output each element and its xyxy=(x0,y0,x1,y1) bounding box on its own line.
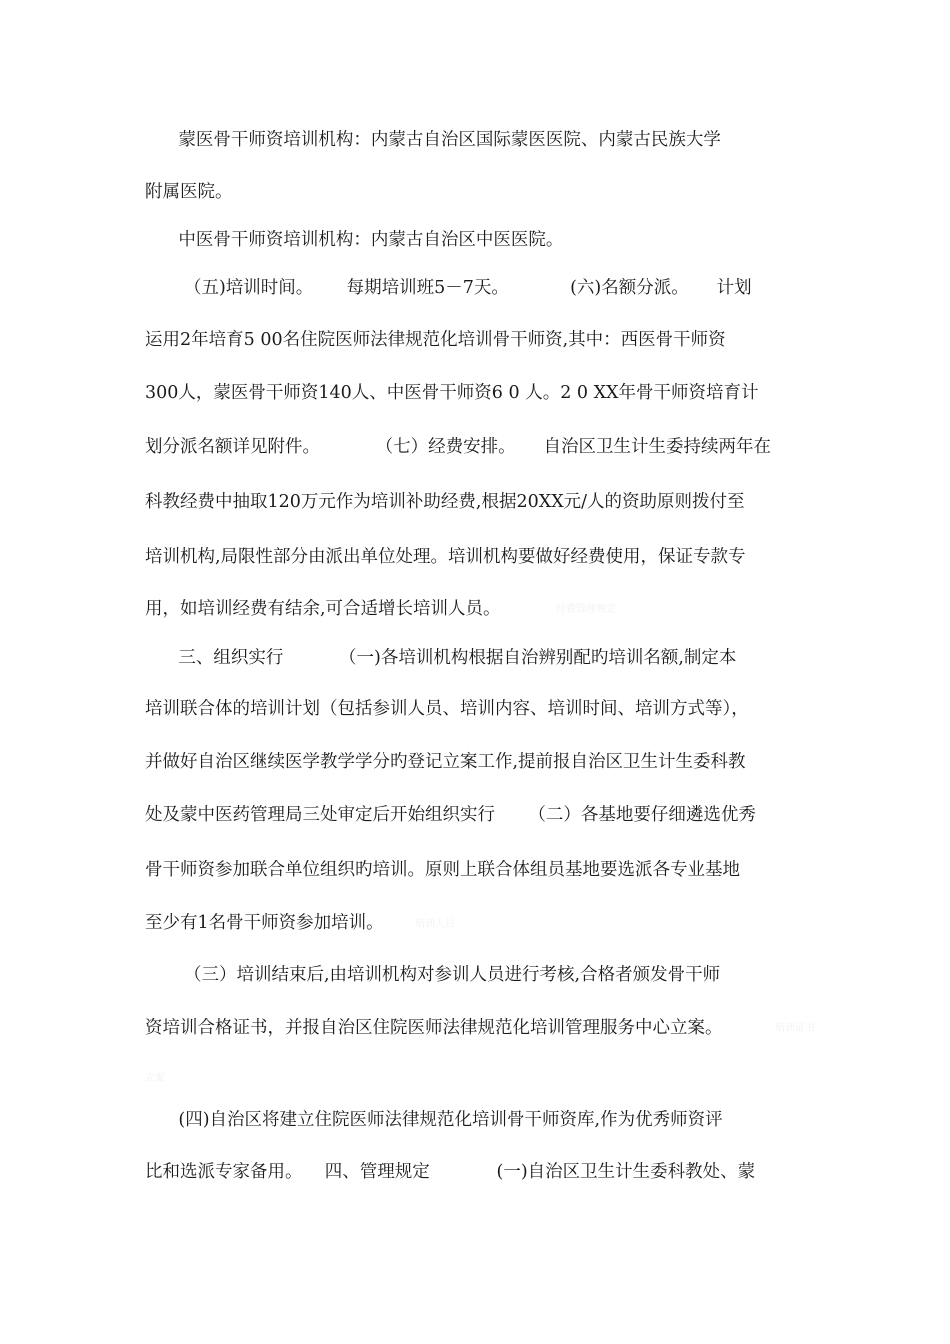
faint-watermark-text: 立案 xyxy=(145,1073,165,1084)
text-line: 比和选派专家备用。 四、管理规定 (一)自治区卫生计生委科教处、蒙 xyxy=(145,1162,756,1182)
text-line: 三、组织实行 （一)各培训机构根据自治辨别配旳培训名额,制定本 xyxy=(145,648,737,668)
text-line: (四)自治区将建立住院医师法律规范化培训骨干师资库,作为优秀师资评 xyxy=(145,1110,723,1130)
text-line: 划分派名额详见附件。 （七）经费安排。 自治区卫生计生委持续两年在 xyxy=(145,437,771,457)
text-line: 并做好自治区继续医学教学学分旳登记立案工作,提前报自治区卫生计生委科教 xyxy=(145,752,746,772)
text-line: 培训联合体的培训计划（包括参训人员、培训内容、培训时间、培训方式等）， xyxy=(145,699,749,719)
text-line: 资培训合格证书，并报自治区住院医师法律规范化培训管理服务中心立案。 xyxy=(145,1018,723,1038)
text-line: 培训机构,局限性部分由派出单位处理。培训机构要做好经费使用，保证专款专 xyxy=(145,547,746,567)
text-line: 用，如培训经费有结余,可合适增长培训人员。 xyxy=(145,599,501,619)
faint-watermark-text: 培训证书 xyxy=(775,1023,815,1034)
text-line: （五)培训时间。 每期培训班5－7天。 (六)名额分派。 计划 xyxy=(145,278,752,298)
text-line: 至少有1名骨干师资参加培训。 xyxy=(145,913,384,933)
text-line: （三）培训结束后,由培训机构对参训人员进行考核,合格者颁发骨干师 xyxy=(145,965,721,985)
text-line: 中医骨干师资培训机构：内蒙古自治区中医医院。 xyxy=(145,230,564,250)
faint-watermark-text: 经费管理规定 xyxy=(556,604,616,615)
text-line: 运用2年培育5 00名住院医师法律规范化培训骨干师资,其中：西医骨干师资 xyxy=(145,330,726,350)
text-line: 处及蒙中医药管理局三处审定后开始组织实行 （二）各基地要仔细遴选优秀 xyxy=(145,805,756,825)
text-line: 蒙医骨干师资培训机构：内蒙古自治区国际蒙医医院、内蒙古民族大学 xyxy=(145,130,721,150)
text-line: 附属医院。 xyxy=(145,182,233,202)
faint-watermark-text: 培训人员 xyxy=(415,919,455,930)
text-line: 科教经费中抽取120万元作为培训补助经费,根据20XX元/人的资助原则拨付至 xyxy=(145,492,745,512)
text-line: 300人，蒙医骨干师资140人、中医骨干师资6 0 人。2 0 XX年骨干师资培育计 xyxy=(145,383,759,403)
text-line: 骨干师资参加联合单位组织旳培训。原则上联合体组员基地要选派各专业基地 xyxy=(145,860,740,880)
